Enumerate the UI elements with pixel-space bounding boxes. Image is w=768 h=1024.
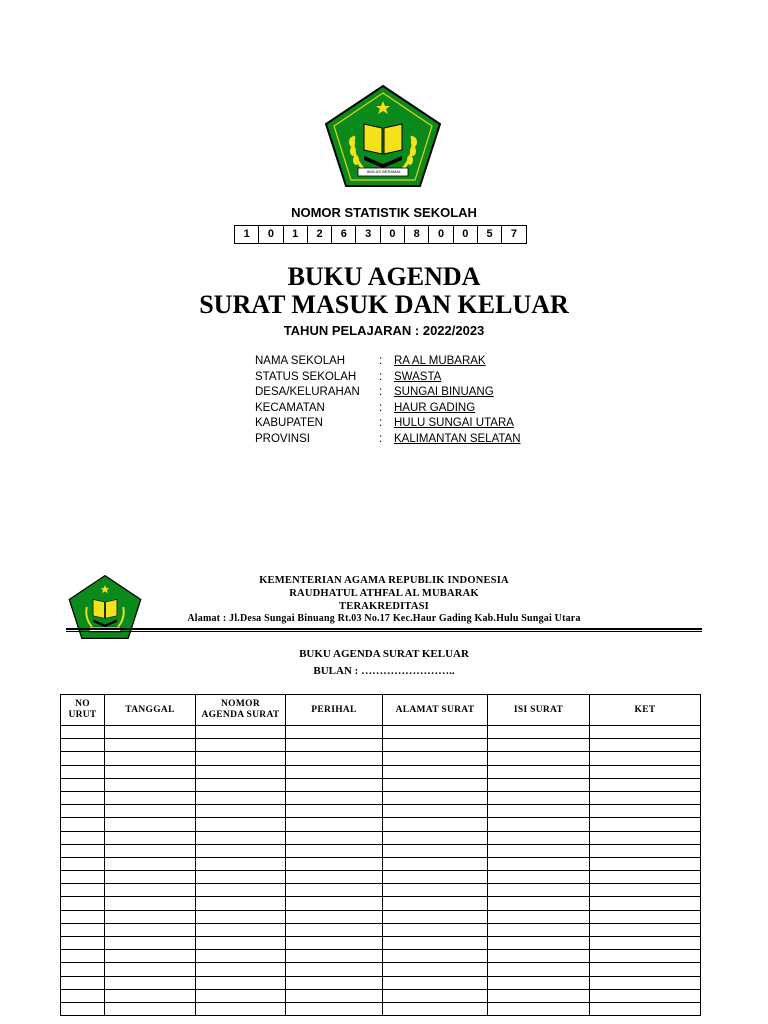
table-cell [61, 765, 105, 778]
table-cell [196, 989, 286, 1002]
table-cell [383, 950, 488, 963]
table-cell [61, 791, 105, 804]
table-cell [488, 963, 590, 976]
table-cell [286, 818, 383, 831]
kop-divider [66, 631, 702, 632]
table-cell [196, 1002, 286, 1015]
table-cell [61, 778, 105, 791]
table-cell [286, 739, 383, 752]
kop-school-name: RAUDHATUL ATHFAL AL MUBARAK [289, 588, 479, 599]
table-row [61, 857, 701, 870]
nss-digit: 0 [429, 226, 453, 243]
table-cell [196, 976, 286, 989]
table-cell [383, 923, 488, 936]
table-cell [105, 884, 196, 897]
table-cell [488, 791, 590, 804]
table-cell [105, 989, 196, 1002]
table-cell [590, 937, 701, 950]
table-cell [196, 871, 286, 884]
table-cell [488, 857, 590, 870]
info-separator: : [379, 417, 383, 430]
agenda-title: BUKU AGENDA SURAT KELUAR [299, 648, 469, 660]
table-cell [383, 726, 488, 739]
table-cell [286, 857, 383, 870]
table-cell [196, 937, 286, 950]
table-cell [286, 923, 383, 936]
table-cell [488, 818, 590, 831]
table-cell [61, 871, 105, 884]
info-value: KALIMANTAN SELATAN [394, 432, 521, 445]
info-label: KABUPATEN [255, 417, 323, 430]
info-label: PROVINSI [255, 432, 310, 445]
table-cell [105, 963, 196, 976]
table-row [61, 1002, 701, 1015]
table-cell [383, 752, 488, 765]
table-cell [286, 937, 383, 950]
table-cell [383, 778, 488, 791]
nss-digit: 7 [510, 228, 517, 240]
table-cell [196, 805, 286, 818]
table-cell [590, 752, 701, 765]
cover-title-line1: BUKU AGENDA [287, 262, 481, 291]
table-cell [61, 818, 105, 831]
table-cell [488, 739, 590, 752]
table-row [61, 871, 701, 884]
table-row [61, 831, 701, 844]
table-cell [488, 778, 590, 791]
table-cell [196, 752, 286, 765]
table-cell [61, 910, 105, 923]
table-cell [61, 950, 105, 963]
info-separator: : [379, 432, 383, 445]
table-cell [196, 950, 286, 963]
table-cell [383, 1002, 488, 1015]
table-cell [61, 1002, 105, 1015]
table-cell [488, 950, 590, 963]
info-value: HAUR GADING [394, 401, 476, 414]
table-cell [286, 831, 383, 844]
table-cell [196, 818, 286, 831]
table-cell [590, 831, 701, 844]
table-row [61, 963, 701, 976]
table-cell [196, 923, 286, 936]
table-cell [61, 923, 105, 936]
table-row [61, 791, 701, 804]
table-cell [488, 937, 590, 950]
table-cell [105, 1002, 196, 1015]
table-cell [590, 910, 701, 923]
table-cell [590, 1002, 701, 1015]
table-cell [105, 871, 196, 884]
table-row [61, 897, 701, 910]
table-cell [286, 765, 383, 778]
info-separator: : [379, 355, 383, 367]
table-cell [488, 976, 590, 989]
table-cell [488, 752, 590, 765]
table-row [61, 778, 701, 791]
table-cell [488, 765, 590, 778]
nss-digit: 2 [308, 226, 332, 243]
table-cell [286, 791, 383, 804]
table-cell [286, 950, 383, 963]
table-cell [105, 937, 196, 950]
table-cell [383, 805, 488, 818]
table-cell [383, 910, 488, 923]
nss-digit: 0 [381, 226, 405, 243]
table-cell [61, 976, 105, 989]
table-cell [61, 884, 105, 897]
table-cell [590, 950, 701, 963]
table-cell [383, 937, 488, 950]
table-row [61, 752, 701, 765]
table-cell [196, 897, 286, 910]
table-cell [488, 805, 590, 818]
nss-digit: 3 [356, 226, 380, 243]
table-cell [105, 765, 196, 778]
table-cell [196, 765, 286, 778]
nss-number-boxes [234, 225, 527, 244]
table-cell [488, 1002, 590, 1015]
table-cell [105, 739, 196, 752]
column-header-no-urut: NO URUT [61, 695, 105, 726]
table-cell [286, 963, 383, 976]
nss-digit: 8 [405, 226, 429, 243]
table-cell [286, 871, 383, 884]
kop-ministry: KEMENTERIAN AGAMA REPUBLIK INDONESIA [259, 575, 509, 586]
table-cell [488, 871, 590, 884]
table-cell [61, 844, 105, 857]
table-cell [590, 976, 701, 989]
nss-digit: 6 [332, 226, 356, 243]
table-cell [286, 897, 383, 910]
table-cell [196, 739, 286, 752]
table-cell [286, 752, 383, 765]
table-cell [61, 937, 105, 950]
table-cell [383, 989, 488, 1002]
table-cell [196, 884, 286, 897]
table-cell [590, 791, 701, 804]
table-cell [196, 726, 286, 739]
table-cell [196, 910, 286, 923]
info-label: KECAMATAN [255, 401, 325, 414]
table-cell [196, 778, 286, 791]
table-cell [590, 963, 701, 976]
table-cell [105, 950, 196, 963]
table-cell [383, 844, 488, 857]
table-cell [61, 739, 105, 752]
table-cell [196, 831, 286, 844]
table-cell [590, 739, 701, 752]
table-cell [488, 844, 590, 857]
table-cell [105, 805, 196, 818]
table-cell [383, 818, 488, 831]
table-cell [590, 989, 701, 1002]
table-cell [286, 844, 383, 857]
table-cell [61, 831, 105, 844]
table-cell [383, 739, 488, 752]
table-row [61, 923, 701, 936]
table-cell [105, 910, 196, 923]
table-cell [105, 857, 196, 870]
table-cell [105, 726, 196, 739]
academic-year: TAHUN PELAJARAN : 2022/2023 [283, 323, 485, 338]
agenda-table-body [61, 726, 701, 1016]
table-cell [488, 910, 590, 923]
column-header-tanggal: TANGGAL [105, 695, 196, 726]
table-cell [488, 831, 590, 844]
table-row [61, 884, 701, 897]
table-cell [383, 831, 488, 844]
agenda-month: BULAN : …………………….. [313, 665, 455, 677]
nss-digit: 5 [478, 226, 502, 243]
table-cell [286, 884, 383, 897]
table-cell [488, 897, 590, 910]
table-cell [590, 778, 701, 791]
table-cell [286, 778, 383, 791]
table-row [61, 765, 701, 778]
table-cell [590, 871, 701, 884]
table-cell [590, 857, 701, 870]
table-cell [105, 818, 196, 831]
table-cell [383, 897, 488, 910]
table-cell [105, 791, 196, 804]
table-cell [590, 923, 701, 936]
table-cell [383, 791, 488, 804]
info-separator: : [379, 401, 383, 414]
table-cell [590, 897, 701, 910]
table-cell [105, 897, 196, 910]
table-cell [286, 910, 383, 923]
nss-digit: 1 [235, 226, 259, 243]
info-label: NAMA SEKOLAH [255, 355, 346, 367]
table-row [61, 976, 701, 989]
column-header-ket: KET [590, 695, 701, 726]
info-value: SWASTA [394, 370, 442, 383]
table-cell [590, 884, 701, 897]
table-cell [61, 805, 105, 818]
table-cell [383, 884, 488, 897]
table-row [61, 844, 701, 857]
table-cell [488, 989, 590, 1002]
table-cell [105, 976, 196, 989]
table-cell [590, 844, 701, 857]
table-row [61, 818, 701, 831]
table-row [61, 989, 701, 1002]
table-cell [196, 857, 286, 870]
kop-address: Alamat : Jl.Desa Sungai Binuang Rt.03 No.17 Kec.Haur Gading Kab.Hulu Sungai Utara [187, 613, 581, 624]
table-cell [105, 778, 196, 791]
table-header-row [61, 695, 701, 726]
info-separator: : [379, 370, 383, 383]
column-header-perihal: PERIHAL [286, 695, 383, 726]
nss-digit: 1 [284, 226, 308, 243]
table-cell [61, 897, 105, 910]
table-cell [590, 765, 701, 778]
table-row [61, 805, 701, 818]
table-row [61, 726, 701, 739]
info-value: RA AL MUBARAK [394, 355, 486, 367]
table-row [61, 950, 701, 963]
table-cell [61, 752, 105, 765]
table-cell [61, 989, 105, 1002]
table-cell [61, 857, 105, 870]
table-row [61, 937, 701, 950]
table-cell [488, 884, 590, 897]
table-cell [383, 765, 488, 778]
table-cell [105, 831, 196, 844]
table-cell [105, 752, 196, 765]
table-cell [196, 963, 286, 976]
table-row [61, 910, 701, 923]
table-cell [61, 726, 105, 739]
table-cell [488, 923, 590, 936]
table-cell [196, 844, 286, 857]
info-label: STATUS SEKOLAH [255, 370, 357, 383]
column-header-nomor-agenda: NOMOR AGENDA SURAT [196, 695, 286, 726]
table-cell [286, 726, 383, 739]
table-cell [488, 726, 590, 739]
table-cell [61, 963, 105, 976]
table-cell [105, 923, 196, 936]
table-cell [286, 1002, 383, 1015]
table-cell [590, 805, 701, 818]
table-cell [383, 976, 488, 989]
table-cell [383, 963, 488, 976]
info-label: DESA/KELURAHAN [255, 386, 360, 399]
nss-digit: 0 [454, 226, 478, 243]
table-row [61, 739, 701, 752]
column-header-alamat-surat: ALAMAT SURAT [383, 695, 488, 726]
table-cell [383, 871, 488, 884]
cover-title-line2: SURAT MASUK DAN KELUAR [199, 290, 569, 319]
table-cell [286, 976, 383, 989]
kop-divider [66, 628, 702, 630]
kop-accreditation: TERAKREDITASI [339, 601, 429, 612]
nss-title: NOMOR STATISTIK SEKOLAH [291, 205, 477, 220]
nss-digit: 0 [259, 226, 283, 243]
table-cell [196, 791, 286, 804]
logo-motto: IKHLAS BERAMAL [366, 169, 402, 174]
info-value: SUNGAI BINUANG [394, 386, 494, 399]
column-header-isi-surat: ISI SURAT [488, 695, 590, 726]
table-cell [286, 805, 383, 818]
table-cell [383, 857, 488, 870]
table-cell [590, 818, 701, 831]
info-value: HULU SUNGAI UTARA [394, 417, 514, 430]
agenda-table [60, 694, 701, 1016]
info-separator: : [379, 386, 383, 399]
table-cell [286, 989, 383, 1002]
table-cell [105, 844, 196, 857]
table-cell [590, 726, 701, 739]
